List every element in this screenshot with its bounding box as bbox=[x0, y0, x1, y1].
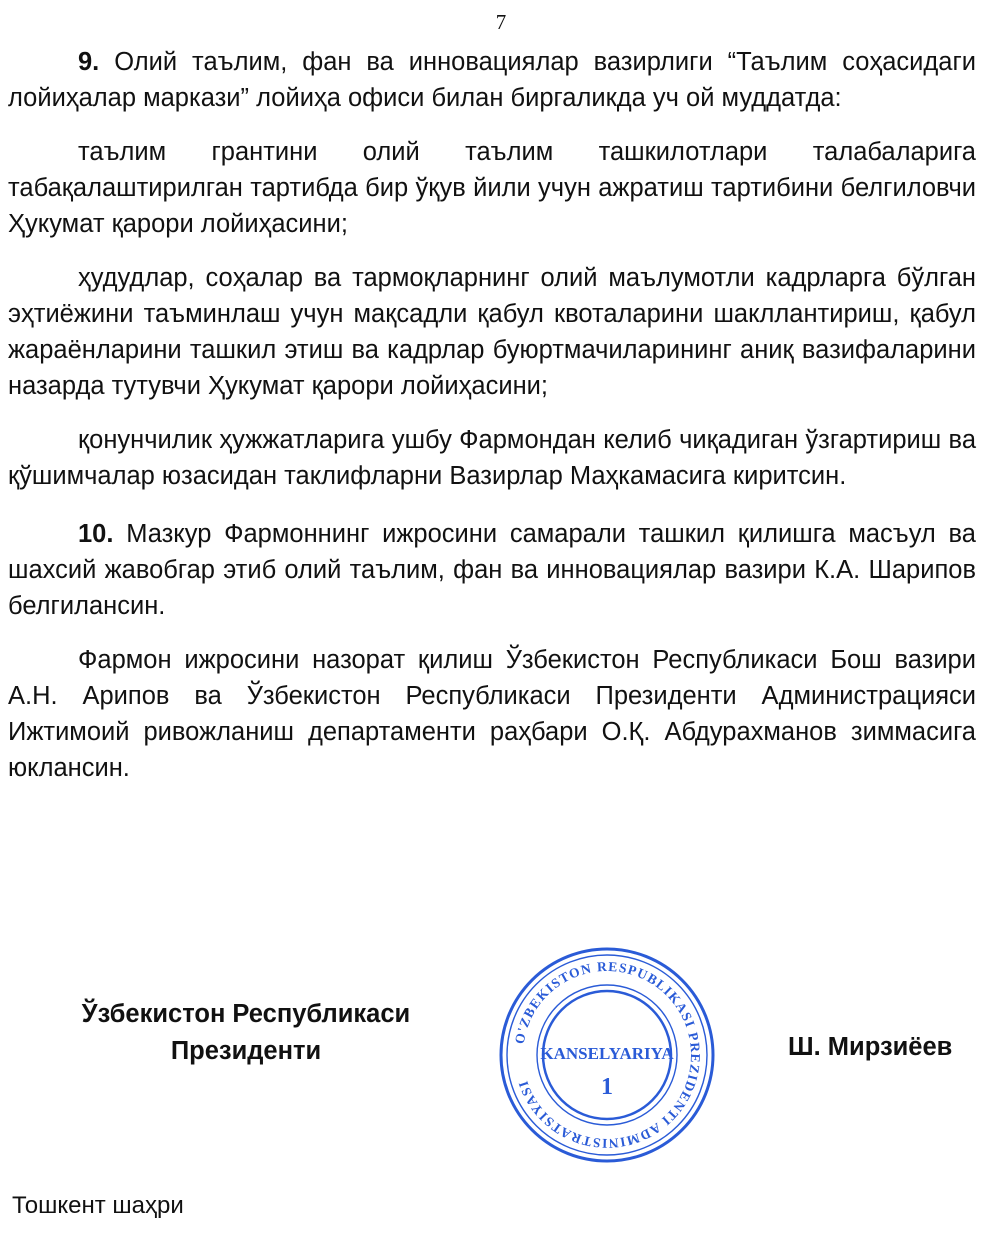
paragraph-10-text: Мазкур Фармоннинг ижросини самарали ташкил қилишга масъул ва шахсий жавобгар этиб олий таълим, фан ва инновациялар вазири К.А. Шарипов белгилансин. bbox=[8, 520, 976, 620]
signer-name: Ш. Мирзиёев bbox=[788, 1033, 953, 1061]
paragraph-9-number: 9. bbox=[78, 48, 100, 76]
official-seal-stamp bbox=[496, 944, 718, 1166]
signer-position-line-2: Президенти bbox=[170, 1037, 322, 1065]
paragraph-9-text: Олий таълим, фан ва инновациялар вазирлиги “Таълим соҳасидаги лойиҳалар маркази” лойиҳа офиси билан биргаликда уч ой муддатда: bbox=[8, 48, 976, 112]
paragraph-10-number: 10. bbox=[78, 520, 114, 548]
signer-position-line-1: Ўзбекистон Республикаси bbox=[81, 1000, 411, 1028]
signer-position bbox=[76, 996, 416, 1070]
decree-body bbox=[8, 44, 976, 786]
paragraph-9 bbox=[8, 44, 976, 116]
paragraph-10 bbox=[8, 516, 976, 624]
page-number: 7 bbox=[495, 10, 507, 34]
seal-center-text: KANSELYARIYA bbox=[540, 1044, 674, 1063]
place-of-signing: Тошкент шаҳри bbox=[12, 1192, 184, 1219]
seal-ring-text: O'ZBEKISTON RESPUBLIKASI PREZIDENTI ADMINISTRATSIYASI bbox=[511, 958, 704, 1152]
paragraph-9-item-3: қонунчилик ҳужжатларига ушбу Фармондан келиб чиқадиган ўзгартириш ва қўшимчалар юзасидан таклифларни Вазирлар Маҳкамасига киритсин. bbox=[8, 426, 976, 490]
paragraph-9-item-2: ҳудудлар, соҳалар ва тармоқларнинг олий маълумотли кадрларга бўлган эҳтиёжини таъминлаш учун мақсадли қабул квоталарини шакллантириш, қабул жараёнларини ташкил этиш ва кадрлар буюртмачиларининг аниқ вазифаларини назарда тутувчи Ҳукумат қарори лойиҳасини; bbox=[8, 264, 976, 400]
paragraph-control: Фармон ижросини назорат қилиш Ўзбекистон Республикаси Бош вазири А.Н. Арипов ва Ўзбекистон Республикаси Президенти Администрацияси Ижтимоий ривожланиш департаменти раҳбари О.Қ. Абдурахманов зиммасига юклансин. bbox=[8, 646, 976, 782]
paragraph-9-item-1: таълим грантини олий таълим ташкилотлари талабаларига табақалаштирилган тартибда бир ўқув йили учун ажратиш тартибини белгиловчи Ҳукумат қарори лойиҳасини; bbox=[8, 138, 976, 238]
seal-number: 1 bbox=[601, 1074, 613, 1100]
